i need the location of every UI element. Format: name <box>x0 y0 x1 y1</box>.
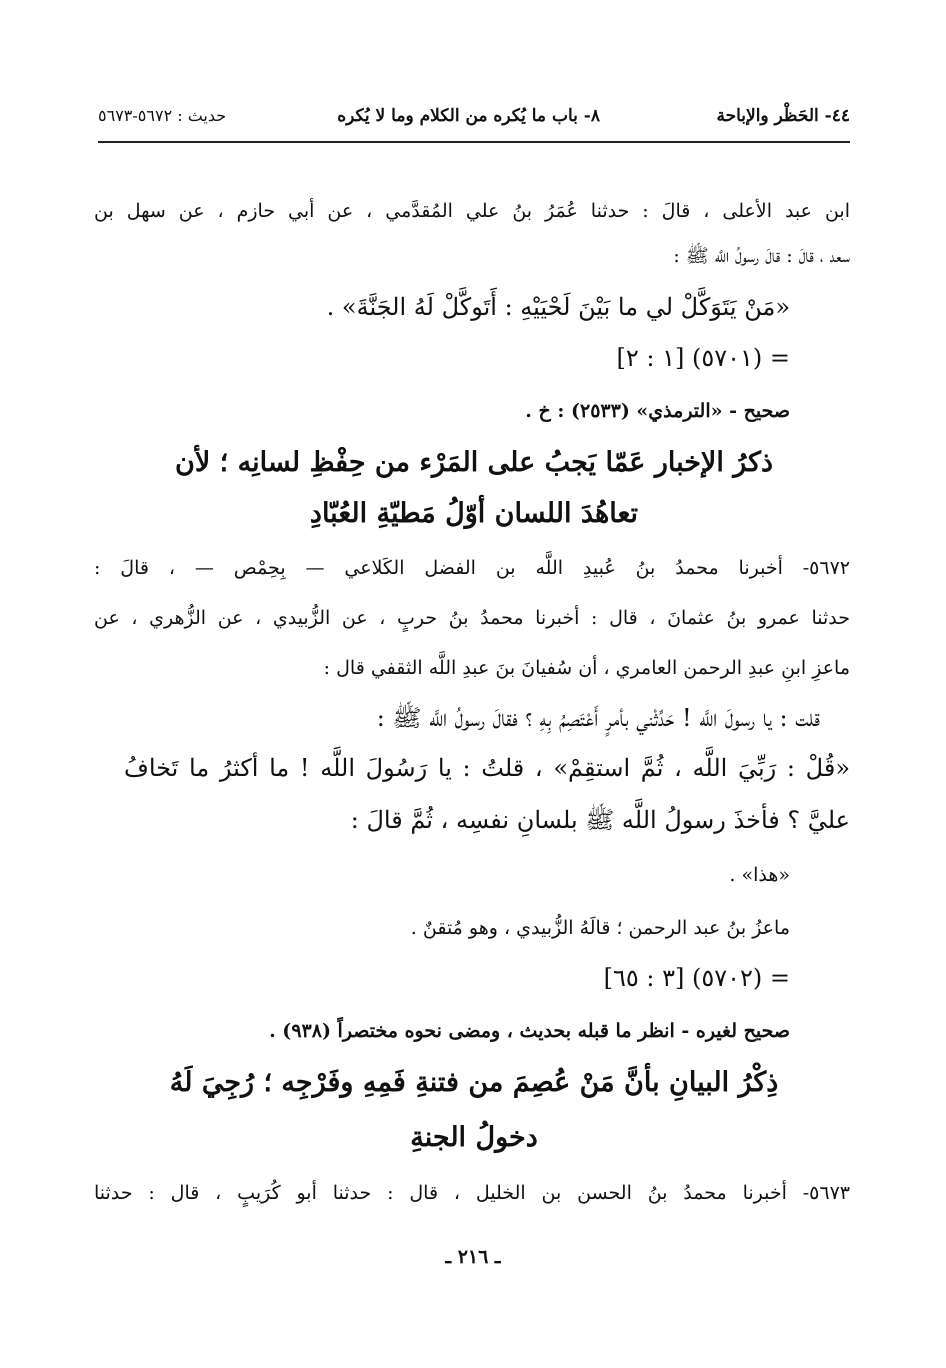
hadith-chain-line: ماعزِ ابنِ عبدِ الرحمن العامري ، أن سُفيانَ بنَ عبدِ اللَّه الثقفي قال : <box>323 657 850 679</box>
hadith-text: «قُلْ : رَبِّيَ اللَّه ، ثُمَّ استقِمْ» ، قلتُ : يا رَسُولَ اللَّه ! ما أكثرُ ما تَخافُ <box>124 754 850 782</box>
hadith-text: «مَنْ يَتَوَكَّلْ لي ما بَيْنَ لَحْيَيْهِ : أَتَوكَّلْ لَهُ الجَنَّةَ» . <box>326 293 790 321</box>
hadith-chain-line: حدثنا عمرو بنُ عثمانَ ، قال : أخبرنا محمدُ بنُ حربٍ ، عن الزُّبيدي ، عن الزُّهري ، عن <box>94 607 850 629</box>
header-chapter-title: ٨- باب ما يُكره من الكلام وما لا يُكره <box>337 106 600 126</box>
grading-line: صحيح - «الترمذي» (٢٥٣٣) : خ . <box>525 400 790 422</box>
commentary-line: ماعزُ بنُ عبد الرحمن ؛ قالَهُ الزُّبيدي ، وهو مُتقنٌ . <box>410 917 790 939</box>
reference-line: = (٥٧٠٢) [٣ : ٦٥] <box>603 964 790 992</box>
hadith-text: «هذا» . <box>729 864 790 886</box>
text-line: ابن عبد الأعلى ، قالَ : حدثنا عُمَرُ بنُ علي المُقدَّمي ، عن أبي حازم ، عن سهل بن <box>94 200 850 222</box>
section-title-line: دخولُ الجنةِ <box>410 1122 538 1153</box>
hadith-chain-line: ٥٦٧٣- أخبرنا محمدُ بنُ الحسن بن الخليل ، قال : حدثنا أبو كُرَيبٍ ، قال : حدثنا <box>94 1182 850 1204</box>
hadith-text: عليَّ ؟ فأخذَ رسولُ اللَّه ﷺ بلسانِ نفسِه ، ثُمَّ قالَ : <box>350 806 850 834</box>
section-title-line: ذِكْرُ البيانِ بأنَّ مَنْ عُصِمَ من فتنةِ فَمِهِ وفَرْجِه ؛ رُجِيَ لَهُ <box>169 1067 779 1098</box>
text-line: سعد ، قالَ : قالَ رسولُ اللَّه ﷺ : <box>673 245 850 267</box>
hadith-chain-line: ٥٦٧٢- أخبرنا محمدُ بنُ عُبيدِ اللَّه بن الفضل الكَلاعي — بِحِمْص — ، قالَ : <box>94 557 850 579</box>
grading-line: صحيح لغيره - انظر ما قبله بحديث ، ومضى نحوه مختصراً (٩٣٨) . <box>269 1020 790 1042</box>
page-number: ـ ٢١٦ ـ <box>445 1246 501 1268</box>
header-divider <box>98 141 850 143</box>
header-book-title: ٤٤- الحَظْر والإباحة <box>716 106 850 126</box>
running-header <box>98 100 850 134</box>
hadith-text: قلت : يا رسولَ اللَّه ! حَدِّثْني بأمرٍ أَعْتَصِمُ بِهِ ؟ فقالَ رسولُ اللَّه ﷺ : <box>376 704 820 732</box>
reference-line: = (٥٧٠١) [١ : ٢] <box>616 344 790 372</box>
section-title-line: تعاهُدَ اللسان أوّلُ مَطيّةِ العُبّادِ <box>309 498 639 529</box>
section-title-line: ذكرُ الإخبار عَمّا يَجبُ على المَرْء من حِفْظِ لسانِه ؛ لأن <box>175 447 773 478</box>
header-hadith-range: حديث : ٥٦٧٢-٥٦٧٣ <box>98 106 227 125</box>
